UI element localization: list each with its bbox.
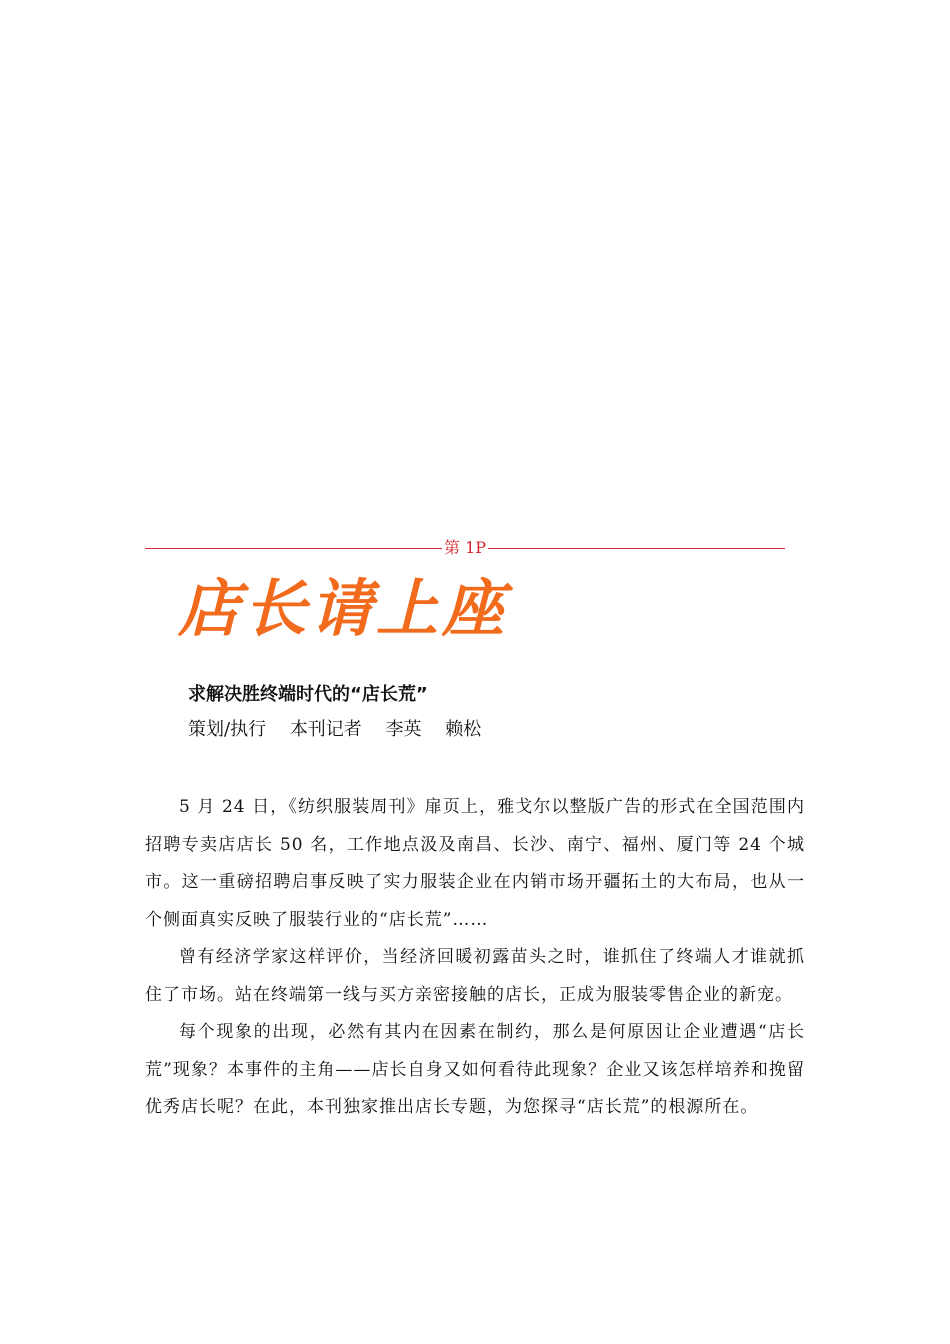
page-header xyxy=(145,537,785,559)
credit-role: 策划/执行 xyxy=(188,719,267,740)
paragraph: 每个现象的出现，必然有其内在因素在制约，那么是何原因让企业遭遇“店长荒”现象？本事件的主角——店长自身又如何看待此现象？企业又该怎样培养和挽留优秀店长呢？在此，本刊独家推出店长专题，为您探寻“店长荒”的根源所在。 xyxy=(145,1022,805,1117)
header-rule-right xyxy=(488,548,785,549)
header-rule-left xyxy=(145,548,442,549)
article-title: 店长请上座 xyxy=(178,572,509,645)
credit-byline: 本刊记者 xyxy=(289,719,362,740)
credits-line xyxy=(188,717,481,743)
credit-author-1: 李英 xyxy=(385,719,422,740)
article-body xyxy=(145,789,805,1127)
paragraph: 曾有经济学家这样评价，当经济回暖初露苗头之时，谁抓住了终端人才谁就抓住了市场。站在终端第一线与买方亲密接触的店长，正成为服装零售企业的新宠。 xyxy=(145,947,805,1005)
article-subtitle: 求解决胜终端时代的“店长荒” xyxy=(188,684,428,705)
credit-author-2: 赖松 xyxy=(445,719,482,740)
paragraph: 5 月 24 日，《纺织服装周刊》扉页上，雅戈尔以整版广告的形式在全国范围内招聘专卖店店长 50 名，工作地点汲及南昌、长沙、南宁、福州、厦门等 24 个城市。这一重磅招聘启事反映了实力服装企业在内销市场开疆拓土的大布局，也从一个侧面真实反映了服装行业的“店长荒”…… xyxy=(145,797,805,930)
page-label: 第 1P xyxy=(443,538,487,557)
